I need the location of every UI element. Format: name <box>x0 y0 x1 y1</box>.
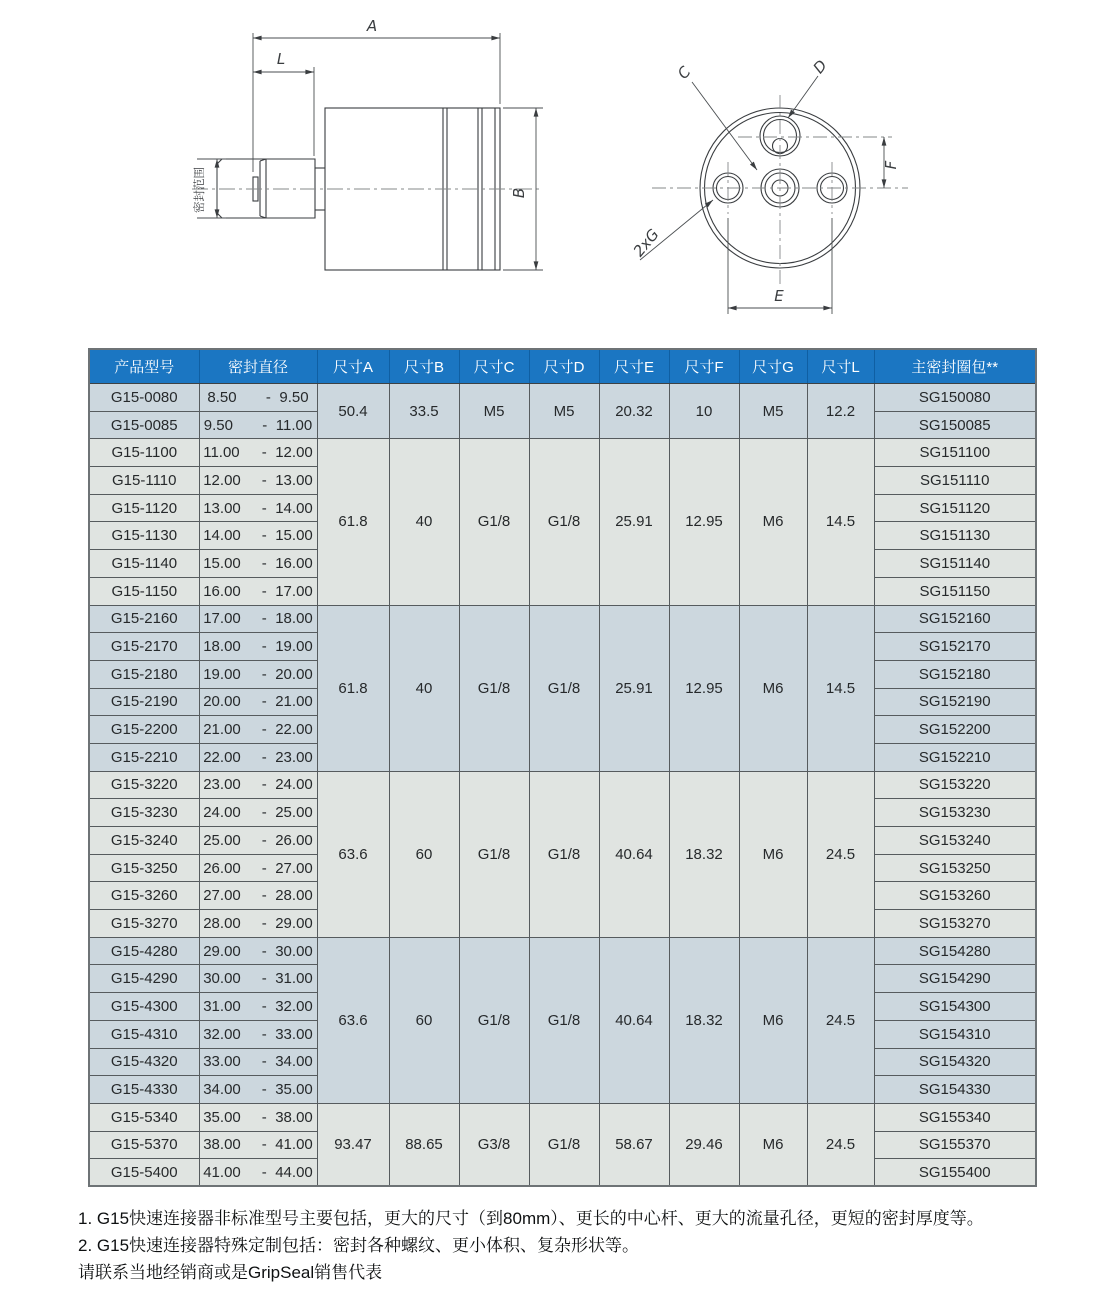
seal-max: 14.00 <box>275 499 313 517</box>
seal-min: 8.50 <box>207 388 237 406</box>
seal-package-cell: SG152160 <box>874 605 1036 633</box>
seal-max: 33.00 <box>275 1025 313 1043</box>
seal-package-cell: SG151130 <box>874 522 1036 550</box>
seal-dash: - <box>261 887 267 905</box>
model-cell: G15-4310 <box>89 1020 199 1048</box>
seal-package-cell: SG155400 <box>874 1159 1036 1187</box>
seal-dash: - <box>261 831 267 849</box>
seal-max: 13.00 <box>275 471 313 489</box>
seal-package-cell: SG154330 <box>874 1076 1036 1104</box>
dim-e-cell: 40.64 <box>599 937 669 1103</box>
seal-package-cell: SG155370 <box>874 1131 1036 1159</box>
seal-dash: - <box>261 914 267 932</box>
dim-d-label: D <box>809 56 831 77</box>
dim-e-cell: 40.64 <box>599 771 669 937</box>
seal-diameter-cell <box>199 1020 317 1048</box>
model-cell: G15-3240 <box>89 827 199 855</box>
seal-diameter-cell <box>199 467 317 495</box>
dim-f-label: F <box>882 160 900 170</box>
model-cell: G15-5370 <box>89 1131 199 1159</box>
seal-dash: - <box>261 1163 267 1181</box>
model-cell: G15-1100 <box>89 439 199 467</box>
seal-max: 28.00 <box>275 887 313 905</box>
model-cell: G15-3250 <box>89 854 199 882</box>
footnotes <box>78 1205 1078 1286</box>
model-cell: G15-4300 <box>89 993 199 1021</box>
seal-max: 24.00 <box>275 776 313 794</box>
seal-min: 41.00 <box>203 1163 241 1181</box>
dim-b-label: B <box>510 187 528 199</box>
seal-diameter-cell <box>199 633 317 661</box>
dim-c-cell: G3/8 <box>459 1103 529 1186</box>
seal-package-cell: SG153270 <box>874 910 1036 938</box>
seal-diameter-cell <box>199 716 317 744</box>
seal-package-cell: SG151100 <box>874 439 1036 467</box>
dim-d-cell: M5 <box>529 384 599 439</box>
seal-dash: - <box>261 499 267 517</box>
seal-dash: - <box>261 665 267 683</box>
seal-max: 35.00 <box>275 1081 313 1099</box>
model-cell: G15-3220 <box>89 771 199 799</box>
seal-diameter-cell <box>199 1048 317 1076</box>
seal-diameter-cell <box>199 827 317 855</box>
dim-g-cell: M6 <box>739 771 807 937</box>
seal-min: 26.00 <box>203 859 241 877</box>
dim-c-cell: M5 <box>459 384 529 439</box>
seal-package-cell: SG151140 <box>874 550 1036 578</box>
seal-diameter-cell <box>199 522 317 550</box>
dim-l-cell: 14.5 <box>807 605 874 771</box>
seal-diameter-cell <box>199 1076 317 1104</box>
seal-min: 12.00 <box>203 471 241 489</box>
seal-dash: - <box>261 859 267 877</box>
seal-diameter-cell <box>199 577 317 605</box>
table-row <box>89 937 1036 965</box>
col-header-5: 尺寸D <box>529 349 599 384</box>
seal-min: 35.00 <box>203 1108 241 1126</box>
dim-d-cell: G1/8 <box>529 439 599 605</box>
dim-f-cell: 10 <box>669 384 739 439</box>
seal-max: 27.00 <box>275 859 313 877</box>
seal-diameter-cell <box>199 384 317 412</box>
model-cell: G15-4290 <box>89 965 199 993</box>
seal-min: 32.00 <box>203 1025 241 1043</box>
seal-package-cell: SG151110 <box>874 467 1036 495</box>
seal-dash: - <box>261 942 267 960</box>
model-cell: G15-3270 <box>89 910 199 938</box>
seal-max: 19.00 <box>275 638 313 656</box>
seal-dash: - <box>261 638 267 656</box>
dim-g-cell: M6 <box>739 439 807 605</box>
dim-c-cell: G1/8 <box>459 937 529 1103</box>
seal-package-cell: SG154310 <box>874 1020 1036 1048</box>
model-cell: G15-1130 <box>89 522 199 550</box>
model-cell: G15-1110 <box>89 467 199 495</box>
seal-package-cell: SG154300 <box>874 993 1036 1021</box>
dim-b-cell: 33.5 <box>389 384 459 439</box>
seal-dash: - <box>261 997 267 1015</box>
seal-package-cell: SG153230 <box>874 799 1036 827</box>
col-header-10: 主密封圈包** <box>874 349 1036 384</box>
model-cell: G15-0080 <box>89 384 199 412</box>
model-cell: G15-4320 <box>89 1048 199 1076</box>
col-header-2: 尺寸A <box>317 349 389 384</box>
seal-min: 34.00 <box>203 1081 241 1099</box>
dim-e-cell: 20.32 <box>599 384 669 439</box>
seal-min: 17.00 <box>203 610 241 628</box>
dim-g-cell: M5 <box>739 384 807 439</box>
seal-max: 12.00 <box>275 444 313 462</box>
seal-max: 21.00 <box>275 693 313 711</box>
seal-max: 29.00 <box>275 914 313 932</box>
model-cell: G15-4330 <box>89 1076 199 1104</box>
dim-b-cell: 60 <box>389 771 459 937</box>
dim-g-cell: M6 <box>739 605 807 771</box>
seal-dash: - <box>265 388 271 406</box>
table-header <box>89 349 1036 384</box>
seal-min: 13.00 <box>203 499 241 517</box>
seal-max: 41.00 <box>275 1136 313 1154</box>
seal-diameter-cell <box>199 1131 317 1159</box>
header-row <box>89 349 1036 384</box>
dim-a-cell: 61.8 <box>317 439 389 605</box>
model-cell: G15-2190 <box>89 688 199 716</box>
seal-max: 38.00 <box>275 1108 313 1126</box>
seal-min: 16.00 <box>203 582 241 600</box>
col-header-4: 尺寸C <box>459 349 529 384</box>
model-cell: G15-2170 <box>89 633 199 661</box>
seal-dash: - <box>261 527 267 545</box>
col-header-1: 密封直径 <box>199 349 317 384</box>
seal-min: 21.00 <box>203 721 241 739</box>
dim-a-cell: 63.6 <box>317 937 389 1103</box>
table-row <box>89 439 1036 467</box>
dim-f-cell: 12.95 <box>669 605 739 771</box>
model-cell: G15-3230 <box>89 799 199 827</box>
seal-min: 9.50 <box>203 416 233 434</box>
seal-diameter-cell <box>199 1159 317 1187</box>
dim-b-cell: 40 <box>389 439 459 605</box>
seal-max: 26.00 <box>275 831 313 849</box>
dim-l-cell: 24.5 <box>807 771 874 937</box>
seal-diameter-cell <box>199 1103 317 1131</box>
seal-package-cell: SG153240 <box>874 827 1036 855</box>
model-cell: G15-2180 <box>89 660 199 688</box>
seal-package-cell: SG154320 <box>874 1048 1036 1076</box>
col-header-6: 尺寸E <box>599 349 669 384</box>
model-cell: G15-2210 <box>89 743 199 771</box>
seal-max: 15.00 <box>275 527 313 545</box>
dim-e-cell: 25.91 <box>599 439 669 605</box>
seal-package-cell: SG152190 <box>874 688 1036 716</box>
seal-max: 11.00 <box>275 416 313 434</box>
model-cell: G15-0085 <box>89 411 199 439</box>
seal-min: 14.00 <box>203 527 241 545</box>
seal-min: 33.00 <box>203 1053 241 1071</box>
model-cell: G15-1140 <box>89 550 199 578</box>
table-row <box>89 1103 1036 1131</box>
dim-l-cell: 24.5 <box>807 937 874 1103</box>
dim-c-cell: G1/8 <box>459 771 529 937</box>
col-header-0: 产品型号 <box>89 349 199 384</box>
seal-max: 18.00 <box>275 610 313 628</box>
seal-dash: - <box>262 416 268 434</box>
dim-b-cell: 88.65 <box>389 1103 459 1186</box>
seal-diameter-cell <box>199 993 317 1021</box>
seal-dash: - <box>261 1108 267 1126</box>
seal-min: 29.00 <box>203 942 241 960</box>
dim-f-cell: 18.32 <box>669 771 739 937</box>
seal-min: 22.00 <box>203 748 241 766</box>
seal-package-cell: SG152200 <box>874 716 1036 744</box>
dim-a-cell: 63.6 <box>317 771 389 937</box>
table-row <box>89 605 1036 633</box>
seal-max: 32.00 <box>275 997 313 1015</box>
table-row <box>89 771 1036 799</box>
dim-c-cell: G1/8 <box>459 605 529 771</box>
seal-diameter-cell <box>199 854 317 882</box>
seal-min: 27.00 <box>203 887 241 905</box>
seal-dash: - <box>261 1025 267 1043</box>
seal-dash: - <box>261 776 267 794</box>
dim-a-cell: 61.8 <box>317 605 389 771</box>
seal-dash: - <box>261 721 267 739</box>
seal-diameter-cell <box>199 882 317 910</box>
seal-package-cell: SG152180 <box>874 660 1036 688</box>
dim-e-cell: 58.67 <box>599 1103 669 1186</box>
seal-diameter-cell <box>199 771 317 799</box>
table-row <box>89 384 1036 412</box>
col-header-3: 尺寸B <box>389 349 459 384</box>
seal-max: 34.00 <box>275 1053 313 1071</box>
spec-table <box>88 348 1037 1187</box>
seal-min: 30.00 <box>203 970 241 988</box>
seal-package-cell: SG155340 <box>874 1103 1036 1131</box>
seal-min: 23.00 <box>203 776 241 794</box>
seal-dash: - <box>261 804 267 822</box>
seal-dash: - <box>261 582 267 600</box>
dim-d-cell: G1/8 <box>529 1103 599 1186</box>
dim-b-cell: 60 <box>389 937 459 1103</box>
seal-diameter-cell <box>199 937 317 965</box>
seal-dash: - <box>261 444 267 462</box>
seal-package-cell: SG152210 <box>874 743 1036 771</box>
dim-l-label: L <box>276 50 286 68</box>
holes-2xg-label: 2xG <box>629 225 663 261</box>
seal-max: 17.00 <box>275 582 313 600</box>
seal-package-cell: SG151120 <box>874 494 1036 522</box>
seal-dash: - <box>261 610 267 628</box>
table-body <box>89 384 1036 1187</box>
dim-e-cell: 25.91 <box>599 605 669 771</box>
seal-max: 23.00 <box>275 748 313 766</box>
seal-diameter-cell <box>199 965 317 993</box>
dim-g-cell: M6 <box>739 1103 807 1186</box>
seal-diameter-cell <box>199 688 317 716</box>
side-view-drawing <box>150 5 570 315</box>
dim-l-cell: 14.5 <box>807 439 874 605</box>
seal-min: 15.00 <box>203 554 241 572</box>
col-header-7: 尺寸F <box>669 349 739 384</box>
seal-max: 30.00 <box>275 942 313 960</box>
seal-diameter-cell <box>199 494 317 522</box>
seal-dash: - <box>261 471 267 489</box>
seal-max: 25.00 <box>275 804 313 822</box>
seal-diameter-cell <box>199 799 317 827</box>
dim-f-cell: 18.32 <box>669 937 739 1103</box>
model-cell: G15-3260 <box>89 882 199 910</box>
dim-d-cell: G1/8 <box>529 771 599 937</box>
dim-b-cell: 40 <box>389 605 459 771</box>
seal-dash: - <box>261 748 267 766</box>
seal-max: 44.00 <box>275 1163 313 1181</box>
seal-dash: - <box>261 1136 267 1154</box>
dim-f-cell: 29.46 <box>669 1103 739 1186</box>
seal-max: 16.00 <box>275 554 313 572</box>
seal-min: 31.00 <box>203 997 241 1015</box>
model-cell: G15-4280 <box>89 937 199 965</box>
dim-l-cell: 12.2 <box>807 384 874 439</box>
seal-diameter-cell <box>199 439 317 467</box>
seal-dash: - <box>261 970 267 988</box>
seal-diameter-cell <box>199 743 317 771</box>
seal-min: 20.00 <box>203 693 241 711</box>
seal-package-cell: SG154280 <box>874 937 1036 965</box>
seal-dash: - <box>261 1081 267 1099</box>
seal-package-cell: SG153220 <box>874 771 1036 799</box>
spec-table-grid <box>88 348 1037 1187</box>
seal-max: 22.00 <box>275 721 313 739</box>
model-cell: G15-1120 <box>89 494 199 522</box>
seal-min: 19.00 <box>203 665 241 683</box>
seal-package-cell: SG153260 <box>874 882 1036 910</box>
seal-max: 9.50 <box>279 388 309 406</box>
seal-diameter-cell <box>199 910 317 938</box>
seal-min: 18.00 <box>203 638 241 656</box>
seal-package-cell: SG152170 <box>874 633 1036 661</box>
footnote-1: 1. G15快速连接器非标准型号主要包括，更大的尺寸（到80mm）、更长的中心杆、更大的流量孔径，更短的密封厚度等。 <box>78 1209 984 1228</box>
dim-a-label: A <box>366 17 378 35</box>
dim-a-cell: 93.47 <box>317 1103 389 1186</box>
col-header-8: 尺寸G <box>739 349 807 384</box>
seal-package-cell: SG150085 <box>874 411 1036 439</box>
dim-g-cell: M6 <box>739 937 807 1103</box>
seal-max: 20.00 <box>275 665 313 683</box>
seal-dash: - <box>261 1053 267 1071</box>
seal-min: 11.00 <box>203 444 240 462</box>
footnote-2: 2. G15快速连接器特殊定制包括：密封各种螺纹、更小体积、复杂形状等。 <box>78 1236 640 1255</box>
seal-min: 38.00 <box>203 1136 241 1154</box>
seal-diameter-cell <box>199 550 317 578</box>
dim-d-cell: G1/8 <box>529 605 599 771</box>
dim-l-cell: 24.5 <box>807 1103 874 1186</box>
seal-diameter-cell <box>199 411 317 439</box>
dim-d-cell: G1/8 <box>529 937 599 1103</box>
dim-a-cell: 50.4 <box>317 384 389 439</box>
seal-package-cell: SG150080 <box>874 384 1036 412</box>
dim-c-cell: G1/8 <box>459 439 529 605</box>
model-cell: G15-5340 <box>89 1103 199 1131</box>
seal-dash: - <box>261 554 267 572</box>
seal-diameter-cell <box>199 605 317 633</box>
seal-min: 25.00 <box>203 831 241 849</box>
dim-c-label: C <box>673 62 695 83</box>
footnote-contact: 请联系当地经销商或是GripSeal销售代表 <box>78 1263 383 1282</box>
col-header-9: 尺寸L <box>807 349 874 384</box>
seal-diameter-cell <box>199 660 317 688</box>
end-view-drawing <box>620 30 970 330</box>
seal-package-cell: SG153250 <box>874 854 1036 882</box>
seal-package-cell: SG154290 <box>874 965 1036 993</box>
seal-range-label: 密封范围 <box>192 167 206 213</box>
dim-e-label: E <box>774 287 784 305</box>
seal-max: 31.00 <box>275 970 313 988</box>
model-cell: G15-5400 <box>89 1159 199 1187</box>
seal-package-cell: SG151150 <box>874 577 1036 605</box>
seal-dash: - <box>261 693 267 711</box>
seal-min: 28.00 <box>203 914 241 932</box>
model-cell: G15-1150 <box>89 577 199 605</box>
seal-min: 24.00 <box>203 804 241 822</box>
model-cell: G15-2160 <box>89 605 199 633</box>
dim-f-cell: 12.95 <box>669 439 739 605</box>
model-cell: G15-2200 <box>89 716 199 744</box>
